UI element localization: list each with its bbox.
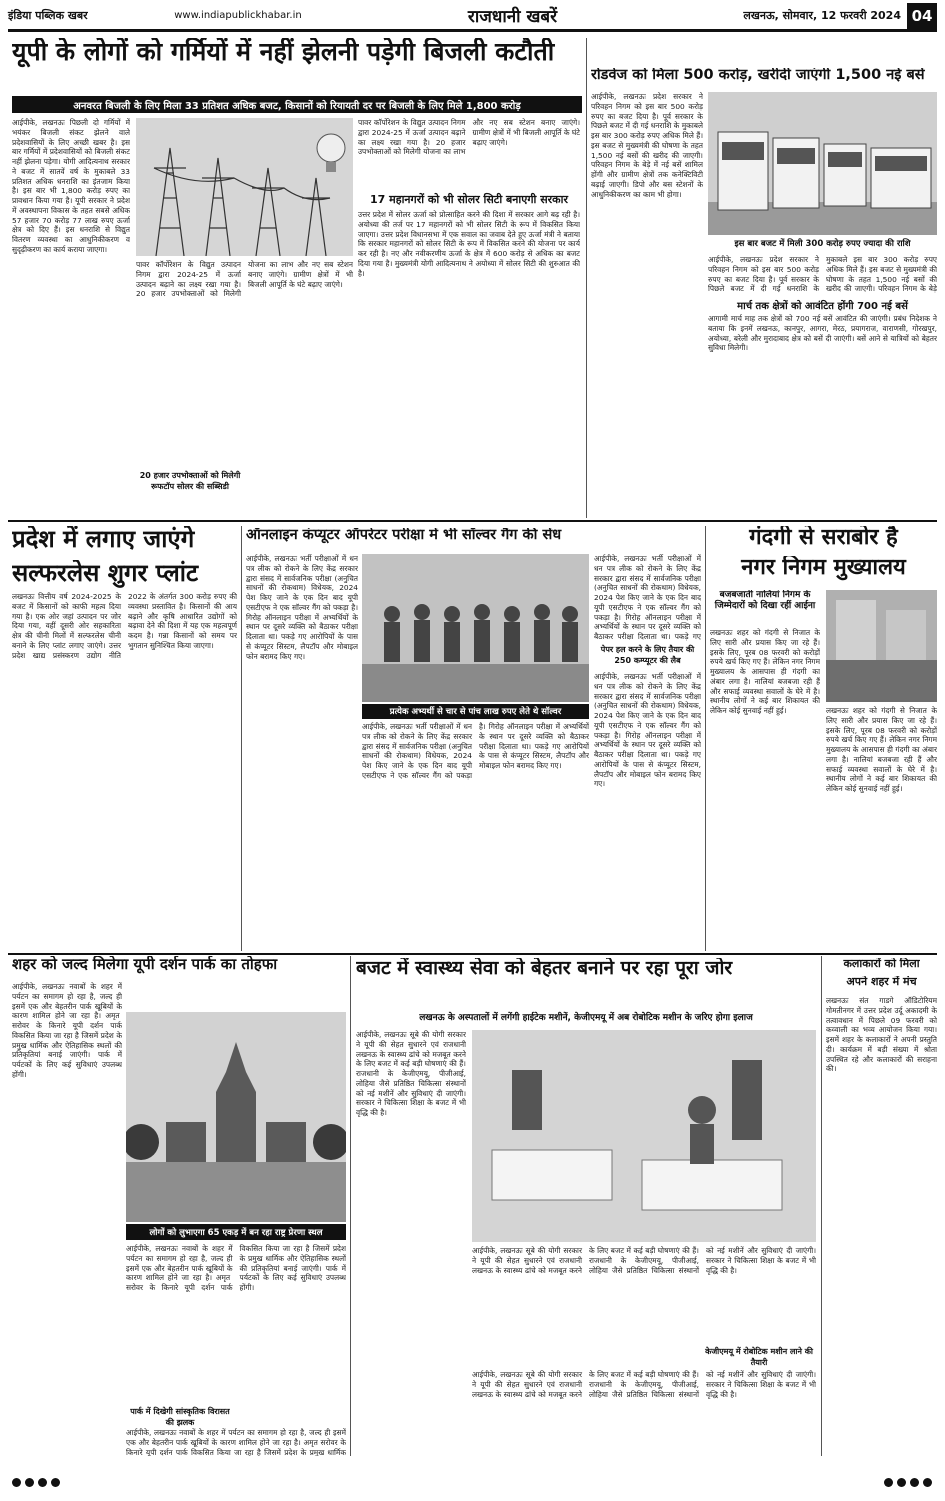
story7-headline: बजट में स्वास्थ्य सेवा को बेहतर बनाने पर रहा पूरा जोर [356, 958, 733, 979]
story6-caption: लोगों को लुभाएगा 65 एकड़ में बन रहा राष्ट्र प्रेरणा स्थल [126, 1224, 346, 1240]
story6-headline: शहर को जल्द मिलेगा यूपी दर्शन पार्क का तोहफा [12, 956, 278, 973]
solar-city-body: उत्तर प्रदेश में सोलर ऊर्जा को प्रोत्साहित करने की दिशा में सरकार आगे बढ़ रही है। अयोध्या की तर्ज पर 17 महानगरों को भी सोलर सिटी के रूप में विकसित किया जाएगा। उत्तर प्रदेश विधानसभा में एक सवाल का जवाब देते हुए ऊर्जा मंत्री ने बताया कि सरकार महानगरों को सोलर सिटी के रूप में विकसित करने की योजना पर कार्य कर रही है। नए और नवीकरणीय ऊर्जा के क्षेत्र में 600 करोड़ से अधिक का बजट दिया गया है। मुख्यमंत्री योगी आदित्यनाथ ने अयोध्या में सोलर सिटी की शुरुआत की है। [358, 210, 580, 278]
park-photo [126, 1012, 346, 1222]
power-towers-illustration [136, 118, 353, 256]
buses-illustration [708, 92, 937, 235]
page-number: 04 [907, 3, 937, 29]
story8-body: लखनऊः संत गाडगे ऑडिटोरियम गोमतीनगर में उत्तर प्रदेश उर्दू अकादमी के तत्वावधान में पिछले 09 फरवरी को कव्वाली का भव्य आयोजन किया गया। इसमें शहर के कलाकारों ने अपनी प्रस्तुति दी। कार्यक्रम में बड़ी संख्या में श्रोता उपस्थित रहे और कलाकारों की सराहना की। [826, 996, 937, 1074]
story3-headline-line1: प्रदेश में लगाए जाएंगे [12, 526, 195, 553]
story4-body: आईपीके, लखनऊः भर्ती परीक्षाओं में धन पत्र लीक को रोकने के लिए केंद्र सरकार द्वारा संसद में सार्वजनिक परीक्षा (अनुचित साधनों की रोकथाम) विधेयक, 2024 पेश किए जाने के एक दिन बाद यूपी एसटीएफ ने एक सॉल्वर गैंग को पकड़ा है। गिरोह ऑनलाइन परीक्षा में अभ्यर्थियों के स्थान पर दूसरे व्यक्ति को बैठाकर परीक्षा दिलाता था। पकड़े गए आरोपियों के पास से कंप्यूटर सिस्टम, लैपटॉप और मोबाइल फोन बरामद किए गए। [246, 554, 358, 661]
hospital-ward-illustration [472, 1030, 816, 1242]
temple-park-illustration [126, 1012, 346, 1222]
story5-subhead: बजबजाती नालियां निगम के जिम्मेदारों को दिखा रहीं आईना [714, 590, 816, 612]
story2-box-head: मार्च तक क्षेत्रों को आवंटित होंगी 700 नई बसें [737, 301, 908, 312]
story7-subhead: लखनऊ के अस्पतालों में लगेंगी हाईटेक मशीनें, केजीएमयू में अब रोबोटिक मशीन के जरिए होगा इलाज [419, 1013, 753, 1023]
story1-subhead: अनवरत बिजली के लिए मिला 33 प्रतिशत अधिक बजट, किसानों को रियायती दर पर बिजली के लिए मिले 1,800 करोड़ [12, 96, 582, 113]
story6-body-columns: आईपीके, लखनऊः नवाबों के शहर में पर्यटन का समागम हो रहा है, जल्द ही इसमें एक और बेहतरीन पार्क खूबियों के कारण शामिल होने जा रहा है। अमृत ​​सरोवर के किनारे यूपी दर्शन पार्क विकसित किया जा रहा है जिसमें प्रदेश के प्रमुख धार्मिक और ऐतिहासिक स्थलों की प्रतिकृतियां बनाई जाएंगी। पार्क में पर्यटकों के लिए कई सुविधाएं उपलब्ध होंगी। [126, 1244, 346, 1293]
story6-body-lower: आईपीके, लखनऊः नवाबों के शहर में पर्यटन का समागम हो रहा है, जल्द ही इसमें एक और बेहतरीन पार्क खूबियों के कारण शामिल होने जा रहा है। अमृत ​​सरोवर के किनारे यूपी दर्शन पार्क विकसित किया जा रहा है जिसमें प्रदेश के प्रमुख धार्मिक [126, 1428, 346, 1456]
story4-col-head: पेपर हल करने के लिए तैयार की 250 कम्प्यूटर की लैब [600, 645, 695, 665]
solver-gang-photo [362, 554, 589, 702]
story7-col-head: केजीएमयू में रोबोटिक मशीन लाने की तैयारी [705, 1347, 813, 1367]
paper-name: इंडिया पब्लिक खबर [8, 9, 88, 22]
power-towers-photo [136, 118, 353, 256]
story3-headline-line2: सल्फरलेस शुगर प्लांट [12, 560, 199, 587]
hospital-photo [472, 1030, 816, 1242]
solar-city-subhead: 17 महानगरों को भी सोलर सिटी बनाएगी सरकार [370, 193, 568, 206]
story6-col-head: पार्क में दिखेगी सांस्कृतिक विरासत की झलक [130, 1407, 230, 1427]
footer-dots-left [12, 1478, 60, 1487]
edition-date: लखनऊ, सोमवार, 12 फरवरी 2024 [743, 9, 901, 22]
story4-caption: प्रत्येक अभ्यर्थी से चार से पांच लाख रुपए लेते थे सॉल्वर [362, 704, 589, 719]
website-link[interactable]: www.indiapublickhabar.in [174, 10, 302, 21]
story1-body-right: पावर कॉर्पोरेशन के विद्युत उत्पादन निगम द्वारा 2024-25 में ऊर्जा उत्पादन बढ़ाने का लक्ष्य रखा गया है। 20 हजार उपभोक्ताओं को मिलेगी योजना का लाभ और नए सब स्टेशन बनाए जाएंगे। ग्रामीण क्षेत्रों में भी बिजली आपूर्ति के घंटे बढ़ाए जाएंगे। [358, 118, 580, 157]
story5-body-right: लखनऊः शहर को गंदगी से निजात के लिए सारी और प्रयास किए जा रहे हैं। इसके लिए, पूरब 08 फरवरी को करोड़ों रुपये खर्च किए गए हैं। लेकिन नगर निगम मुख्यालय के आसपास ही गंदगी का अंबार लगा है। नालियां बजबजा रही हैं और सफाई व्यवस्था सवालों के घेरे में है। स्थानीय लोगों ने कई बार शिकायत की लेकिन कोई सुनवाई नहीं हुई। [826, 706, 937, 794]
story7-body-lower: आईपीके, लखनऊः सूबे की योगी सरकार ने यूपी की सेहत सुधारने एवं राजधानी लखनऊ के स्वास्थ्य ढांचे को मजबूत करने के लिए बजट में कई बड़ी घोषणाएं की हैं। राजधानी के केजीएमयू, पीजीआई, लोहिया जैसे प्रतिष्ठित चिकित्सा संस्थानों को नई मशीनें और सुविधाएं दी जाएंगी। सरकार ने चिकित्सा शिक्षा के बजट में भी वृद्धि की है। [472, 1370, 816, 1399]
story7-body-columns: आईपीके, लखनऊः सूबे की योगी सरकार ने यूपी की सेहत सुधारने एवं राजधानी लखनऊ के स्वास्थ्य ढांचे को मजबूत करने के लिए बजट में कई बड़ी घोषणाएं की हैं। राजधानी के केजीएमयू, पीजीआई, लोहिया जैसे प्रतिष्ठित चिकित्सा संस्थानों को नई मशीनें और सुविधाएं दी जाएंगी। सरकार ने चिकित्सा शिक्षा के बजट में भी वृद्धि की है। [472, 1246, 816, 1275]
masthead [8, 2, 937, 32]
story7-body: आईपीके, लखनऊः सूबे की योगी सरकार ने यूपी की सेहत सुधारने एवं राजधानी लखनऊ के स्वास्थ्य ढांचे को मजबूत करने के लिए बजट में कई बड़ी घोषणाएं की हैं। राजधानी के केजीएमयू, पीजीआई, लोहिया जैसे प्रतिष्ठित चिकित्सा संस्थानों को नई मशीनें और सुविधाएं दी जाएंगी। सरकार ने चिकित्सा शिक्षा के बजट में भी वृद्धि की है। [356, 1030, 466, 1118]
story4-body-right-lower: आईपीके, लखनऊः भर्ती परीक्षाओं में धन पत्र लीक को रोकने के लिए केंद्र सरकार द्वारा संसद में सार्वजनिक परीक्षा (अनुचित साधनों की रोकथाम) विधेयक, 2024 पेश किए जाने के एक दिन बाद यूपी एसटीएफ ने एक सॉल्वर गैंग को पकड़ा है। गिरोह ऑनलाइन परीक्षा में अभ्यर्थियों के स्थान पर दूसरे व्यक्ति को बैठाकर परीक्षा दिलाता था। पकड़े गए आरोपियों के पास से कंप्यूटर सिस्टम, लैपटॉप और मोबाइल फोन बरामद किए गए। [594, 672, 701, 789]
story1-body-intro: आईपीके, लखनऊः पिछली दो गर्मियों में भयंकर बिजली संकट झेलने वाले प्रदेशवासियों के लिए अच्छी खबर है। इस बार गर्मियों में प्रदेशवासियों को बिजली संकट नहीं झेलना पड़ेगा। योगी आदित्यनाथ सरकार ने बजट में सातवें वर्ष के मुकाबले 33 प्रतिशत अधिक धनराशि का इंतजाम किया है। इस बार भी 1,800 करोड़ रुपए का प्रावधान किया गया है। यूपी सरकार ने प्रदेश में अवस्थापना विकास के तहत सबसे अधिक 57 हजार 70 करोड़ 77 लाख रुपए ऊर्जा क्षेत्र को दिए हैं। इस धनराशि से विद्युत वितरण व्यवस्था का आधुनिकीकरण व सुदृढ़ीकरण का कार्य कराया जाएगा। [12, 118, 130, 254]
arrested-group-illustration [362, 554, 589, 702]
story5-headline-line1: गंदगी से सराबोर है [749, 526, 898, 550]
story2-body: आईपीके, लखनऊः प्रदेश सरकार ने परिवहन निगम को इस बार 500 करोड़ रुपए का बजट दिया है। पूर्व सरकार के पिछले बजट में दी गई धनराशि के मुकाबले इस बार 300 करोड़ रुपए अधिक मिले हैं। इस बजट से मुख्यमंत्री की घोषणा के तहत 1,500 नई बसों की खरीद की जाएगी। परिवहन निगम के बेड़े में नई बसें शामिल होंगी और ग्रामीण क्षेत्रों तक कनेक्टिविटी बढ़ाई जाएगी। डिपो और बस स्टेशनों के आधुनिकीकरण का काम भी होगा। [591, 92, 703, 199]
drain-illustration [826, 590, 937, 702]
story1-col-head: 20 हजार उपभोक्ताओं को मिलेगी रूफटॉप सोलर की सब्सिडी [139, 471, 241, 490]
story5-body: लखनऊः शहर को गंदगी से निजात के लिए सारी और प्रयास किए जा रहे हैं। इसके लिए, पूरब 08 फरवरी को करोड़ों रुपये खर्च किए गए हैं। लेकिन नगर निगम मुख्यालय के आसपास ही गंदगी का अंबार लगा है। नालियां बजबजा रही हैं और सफाई व्यवस्था सवालों के घेरे में है। स्थानीय लोगों ने कई बार शिकायत की लेकिन कोई सुनवाई नहीं हुई। [710, 628, 820, 716]
story5-headline-line2: नगर निगम मुख्यालय [741, 556, 906, 580]
footer-dots-right [884, 1478, 932, 1487]
story3-body: लखनऊः वित्तीय वर्ष 2024-2025 के बजट में किसानों को काफी महत्व दिया गया है। एक ओर जहां उत्पादन पर जोर दिया गया, वहीं दूसरी ओर सहकारिता क्षेत्र की चीनी मिलों में सल्फरलेस चीनी बनाने के लिए प्लांट लगाए जाएंगे। उत्तर प्रदेश खाद्य प्रसंस्करण उद्योग नीति 2022 के अंतर्गत 300 करोड़ रुपए की व्यवस्था प्रस्तावित है। किसानों की आय बढ़ाने और कृषि आधारित उद्योगों को बढ़ावा देने की दिशा में यह एक महत्वपूर्ण कदम है। गन्ना किसानों को समय पर भुगतान सुनिश्चित किया जाएगा। [12, 592, 237, 660]
buses-photo [708, 92, 937, 235]
story1-headline: यूपी के लोगों को गर्मियों में नहीं झेलनी पड़ेगी बिजली कटौती [12, 38, 555, 66]
story4-headline: ऑनलाइन कंप्यूटर ऑपरेटर परीक्षा में भी सॉल्वर गैंग की सेंध [246, 528, 562, 543]
story8-headline-line1: कलाकारों को मिला [843, 958, 920, 970]
story2-caption: इस बार बजट में मिली 300 करोड़ रुपए ज्यादा की राशि [734, 239, 911, 249]
story2-box-body: आगामी मार्च माह तक क्षेत्रों को 700 नई बसें आवंटित की जाएंगी। प्रबंध निदेशक ने बताया कि इनमें लखनऊ, कानपुर, आगरा, मेरठ, प्रयागराज, वाराणसी, गोरखपुर, अयोध्या, बरेली और मुरादाबाद क्षेत्र को बसें दी जाएंगी। बसें आने से यात्रियों को बेहतर सुविधा मिलेगी। [708, 314, 937, 353]
story4-body-columns: आईपीके, लखनऊः भर्ती परीक्षाओं में धन पत्र लीक को रोकने के लिए केंद्र सरकार द्वारा संसद में सार्वजनिक परीक्षा (अनुचित साधनों की रोकथाम) विधेयक, 2024 पेश किए जाने के एक दिन बाद यूपी एसटीएफ ने एक सॉल्वर गैंग को पकड़ा है। गिरोह ऑनलाइन परीक्षा में अभ्यर्थियों के स्थान पर दूसरे व्यक्ति को बैठाकर परीक्षा दिलाता था। पकड़े गए आरोपियों के पास से कंप्यूटर सिस्टम, लैपटॉप और मोबाइल फोन बरामद किए गए। [362, 722, 589, 780]
story2-body-columns: आईपीके, लखनऊः प्रदेश सरकार ने परिवहन निगम को इस बार 500 करोड़ रुपए का बजट दिया है। पूर्व सरकार के पिछले बजट में दी गई धनराशि के मुकाबले इस बार 300 करोड़ रुपए अधिक मिले हैं। इस बजट से मुख्यमंत्री की घोषणा के तहत 1,500 नई बसों की खरीद की जाएगी। परिवहन निगम के बेड़े [708, 255, 937, 294]
story8-headline-line2: अपने शहर में मंच [846, 976, 917, 988]
story6-body: आईपीके, लखनऊः नवाबों के शहर में पर्यटन का समागम हो रहा है, जल्द ही इसमें एक और बेहतरीन पार्क खूबियों के कारण शामिल होने जा रहा है। अमृत ​​सरोवर के किनारे यूपी दर्शन पार्क विकसित किया जा रहा है जिसमें प्रदेश के प्रमुख धार्मिक और ऐतिहासिक स्थलों की प्रतिकृतियां बनाई जाएंगी। पार्क में पर्यटकों के लिए कई सुविधाएं उपलब्ध होंगी। [12, 982, 122, 1079]
section-title: राजधानी खबरें [467, 7, 558, 27]
story1-body-columns: पावर कॉर्पोरेशन के विद्युत उत्पादन निगम द्वारा 2024-25 में ऊर्जा उत्पादन बढ़ाने का लक्ष्य रखा गया है। 20 हजार उपभोक्ताओं को मिलेगी योजना का लाभ और नए सब स्टेशन बनाए जाएंगे। ग्रामीण क्षेत्रों में भी बिजली आपूर्ति के घंटे बढ़ाए जाएंगे। [136, 260, 353, 299]
story2-headline: रोडवेज को मिला 500 करोड़, खरीदी जाएंगी 1,500 नई बसें [591, 68, 925, 83]
story4-body-right: आईपीके, लखनऊः भर्ती परीक्षाओं में धन पत्र लीक को रोकने के लिए केंद्र सरकार द्वारा संसद में सार्वजनिक परीक्षा (अनुचित साधनों की रोकथाम) विधेयक, 2024 पेश किए जाने के एक दिन बाद यूपी एसटीएफ ने एक सॉल्वर गैंग को पकड़ा है। गिरोह ऑनलाइन परीक्षा में अभ्यर्थियों के स्थान पर दूसरे व्यक्ति को बैठाकर परीक्षा दिलाता था। पकड़े गए [594, 554, 701, 642]
drain-photo [826, 590, 937, 702]
